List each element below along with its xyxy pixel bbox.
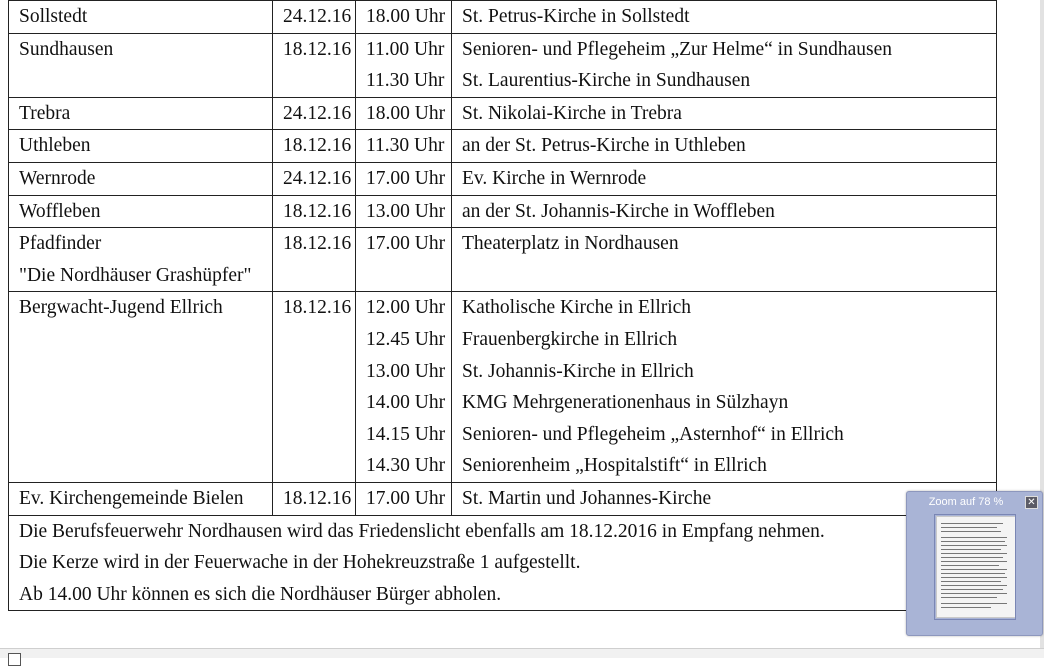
place-cell-line: Pfadfinder — [19, 233, 102, 255]
time-cell-line: 18.00 Uhr — [366, 102, 446, 124]
footer-line: Die Berufsfeuerwehr Nordhausen wird das Friedenslicht ebenfalls am 18.12.2016 in Empfang nehmen. — [19, 520, 825, 542]
place-cell-line: Sundhausen — [19, 38, 114, 60]
table-row — [9, 33, 997, 97]
location-cell-line: Senioren- und Pflegeheim „Asternhof“ in Ellrich — [462, 423, 844, 445]
time-cell-line: 14.15 Uhr — [366, 423, 446, 445]
table-row — [9, 97, 997, 130]
date-cell — [273, 292, 356, 483]
place-cell — [9, 482, 273, 515]
location-cell-line: Ev. Kirche in Wernrode — [462, 167, 647, 189]
time-cell-line: 18.00 Uhr — [366, 6, 446, 27]
time-cell-line: 11.30 Uhr — [366, 135, 445, 157]
date-cell-line: 18.12.16 — [283, 38, 352, 60]
place-cell — [9, 33, 273, 97]
date-cell — [273, 195, 356, 228]
time-cell — [356, 292, 452, 483]
location-cell-line: KMG Mehrgenerationenhaus in Sülzhayn — [462, 392, 789, 414]
place-cell-line: Uthleben — [19, 135, 91, 157]
date-cell-line: 18.12.16 — [283, 233, 352, 255]
time-cell — [356, 482, 452, 515]
date-cell-line: 24.12.16 — [283, 6, 352, 27]
location-cell-line: Frauenbergkirche in Ellrich — [462, 328, 678, 350]
location-cell — [452, 130, 997, 163]
time-cell-line: 17.00 Uhr — [366, 487, 446, 509]
place-cell-line: Bergwacht-Jugend Ellrich — [19, 297, 223, 319]
place-cell — [9, 97, 273, 130]
date-cell — [273, 33, 356, 97]
location-cell-line: St. Martin und Johannes-Kirche — [462, 487, 712, 509]
time-cell — [356, 162, 452, 195]
time-cell-line: 17.00 Uhr — [366, 233, 446, 255]
date-cell — [273, 97, 356, 130]
place-cell-line: Sollstedt — [19, 6, 88, 27]
location-cell-line: St. Laurentius-Kirche in Sundhausen — [462, 70, 751, 92]
location-cell — [452, 1, 997, 34]
time-cell — [356, 228, 452, 292]
schedule-body — [9, 1, 997, 516]
location-cell — [452, 195, 997, 228]
schedule-table — [8, 0, 997, 611]
location-cell — [452, 162, 997, 195]
place-cell — [9, 130, 273, 163]
place-cell — [9, 228, 273, 292]
date-cell-line: 18.12.16 — [283, 200, 352, 222]
date-cell-line: 24.12.16 — [283, 102, 352, 124]
date-cell — [273, 162, 356, 195]
location-cell — [452, 97, 997, 130]
time-cell-line: 14.30 Uhr — [366, 455, 446, 477]
place-cell-line: Ev. Kirchengemeinde Bielen — [19, 487, 244, 509]
time-cell-line: 13.00 Uhr — [366, 360, 446, 382]
location-cell-line: an der St. Johannis-Kirche in Woffleben — [462, 200, 775, 222]
table-row — [9, 162, 997, 195]
table-row — [9, 195, 997, 228]
date-cell — [273, 130, 356, 163]
footer-line: Die Kerze wird in der Feuerwache in der Hohekreuzstraße 1 aufgestellt. — [19, 552, 581, 574]
date-cell-line: 18.12.16 — [283, 297, 352, 319]
location-cell-line: Theaterplatz in Nordhausen — [462, 233, 679, 255]
time-cell-line: 13.00 Uhr — [366, 200, 446, 222]
location-cell-line: St. Johannis-Kirche in Ellrich — [462, 360, 694, 382]
date-cell-line: 18.12.16 — [283, 487, 352, 509]
table-row — [9, 1, 997, 34]
location-cell-line: Seniorenheim „Hospitalstift“ in Ellrich — [462, 455, 767, 477]
location-cell-line: Senioren- und Pflegeheim „Zur Helme“ in Sundhausen — [462, 38, 892, 60]
date-cell-line: 24.12.16 — [283, 167, 352, 189]
location-cell-line: Katholische Kirche in Ellrich — [462, 297, 692, 319]
time-cell — [356, 1, 452, 34]
time-cell-line: 14.00 Uhr — [366, 392, 446, 414]
zoom-viewport-frame[interactable] — [934, 514, 1016, 620]
place-cell-line: Woffleben — [19, 200, 101, 222]
table-row — [9, 130, 997, 163]
place-cell — [9, 292, 273, 483]
time-cell — [356, 195, 452, 228]
time-cell-line: 11.00 Uhr — [366, 38, 445, 60]
place-cell — [9, 1, 273, 34]
time-cell — [356, 33, 452, 97]
place-cell-line: Trebra — [19, 102, 71, 124]
location-cell — [452, 292, 997, 483]
time-cell-line: 11.30 Uhr — [366, 70, 445, 92]
location-cell-line: St. Nikolai-Kirche in Trebra — [462, 102, 682, 124]
location-cell — [452, 228, 997, 292]
footer-note — [9, 515, 997, 611]
date-cell-line: 18.12.16 — [283, 135, 352, 157]
place-cell-line: Wernrode — [19, 167, 96, 189]
location-cell-line: an der St. Petrus-Kirche in Uthleben — [462, 135, 746, 157]
location-cell — [452, 33, 997, 97]
footer-line: Ab 14.00 Uhr können es sich die Nordhäuser Bürger abholen. — [19, 583, 502, 605]
place-cell-line: "Die Nordhäuser Grashüpfer" — [19, 264, 252, 286]
place-cell — [9, 162, 273, 195]
time-cell — [356, 97, 452, 130]
zoom-label: Zoom auf 78 % — [928, 496, 1004, 508]
zoom-navigator[interactable] — [906, 491, 1043, 636]
footer-row — [9, 515, 997, 611]
date-cell — [273, 482, 356, 515]
time-cell — [356, 130, 452, 163]
location-cell-line: St. Petrus-Kirche in Sollstedt — [462, 6, 690, 27]
date-cell — [273, 228, 356, 292]
place-cell — [9, 195, 273, 228]
time-cell-line: 12.45 Uhr — [366, 328, 446, 350]
close-icon[interactable]: ✕ — [1025, 496, 1038, 509]
time-cell-line: 17.00 Uhr — [366, 167, 446, 189]
table-row — [9, 482, 997, 515]
checkbox-icon[interactable] — [8, 653, 21, 666]
table-row — [9, 228, 997, 292]
date-cell — [273, 1, 356, 34]
table-row — [9, 292, 997, 483]
time-cell-line: 12.00 Uhr — [366, 297, 446, 319]
